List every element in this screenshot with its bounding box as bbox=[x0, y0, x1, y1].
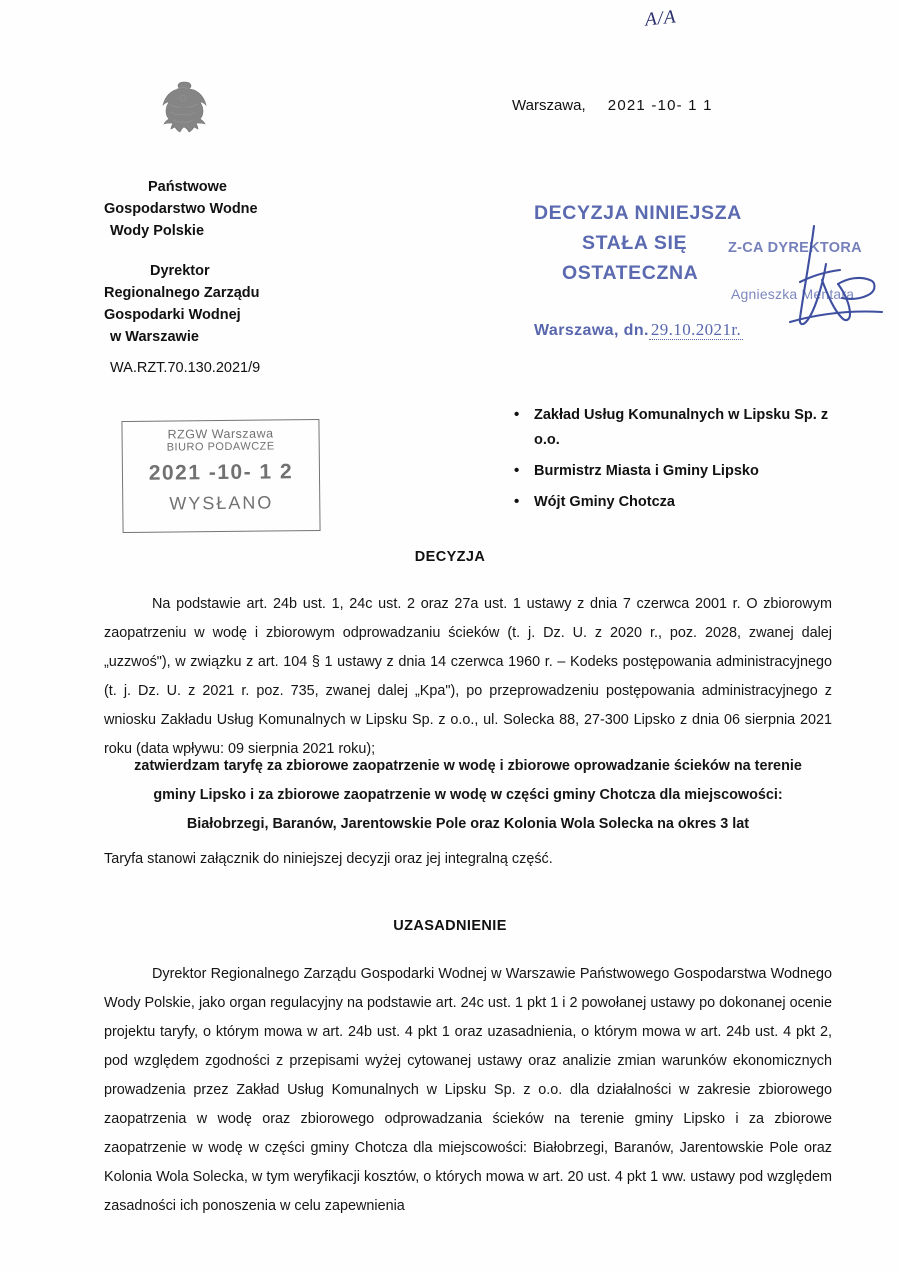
org-line-7: w Warszawie bbox=[110, 329, 199, 345]
polish-eagle-emblem bbox=[155, 78, 211, 140]
org-line-4: Dyrektor bbox=[150, 263, 210, 279]
addressee-list bbox=[512, 403, 852, 521]
org-line-6: Gospodarki Wodnej bbox=[104, 307, 241, 323]
organization-header bbox=[104, 176, 334, 348]
case-number: WA.RZT.70.130.2021/9 bbox=[110, 360, 261, 376]
org-line-1: Państwowe bbox=[148, 179, 227, 195]
stamp-status: WYSŁANO bbox=[169, 492, 274, 514]
heading-justification: UZASADNIENIE bbox=[393, 918, 507, 934]
org-line-2: Gospodarstwo Wodne bbox=[104, 201, 258, 217]
city-label: Warszawa, bbox=[512, 97, 586, 114]
stamp-office-line-2: BIURO PODAWCZE bbox=[166, 440, 275, 454]
handwritten-signature-icon bbox=[770, 218, 900, 338]
date-value: 2021 -10- 1 1 bbox=[607, 97, 713, 114]
stamp-office-line-1: RZGW Warszawa bbox=[167, 426, 274, 442]
final-decision-stamp-date bbox=[534, 320, 743, 340]
org-line-3: Wody Polskie bbox=[110, 223, 205, 239]
incoming-mail-stamp bbox=[121, 419, 320, 533]
stamp-date: 2021 -10- 1 2 bbox=[148, 460, 294, 485]
paragraph-approval-statement: zatwierdzam taryfę za zbiorowe zaopatrzenie w wodę i zbiorowe oprowadzanie ścieków na terenie gminy Lipsko i za zbiorowe zaopatrzenie w wodę w części gminy Chotcza dla miejscowości: Białobrzegi, Baranów, Jarentowskie Pole oraz Kolonia Wola Solecka na okres 3 lat bbox=[134, 758, 802, 832]
final-stamp-line-2: STAŁA SIĘ bbox=[582, 232, 688, 254]
list-item: • Zakład Usług Komunalnych w Lipsku Sp. z o.o. bbox=[534, 403, 852, 453]
final-stamp-line-1: DECYZJA NINIEJSZA bbox=[534, 202, 742, 224]
list-item: • Burmistrz Miasta i Gminy Lipsko bbox=[534, 459, 852, 484]
paragraph-legal-basis: Na podstawie art. 24b ust. 1, 24c ust. 2 oraz 27a ust. 1 ustawy z dnia 7 czerwca 2001 r. O zbiorowym zaopatrzeniu w wodę i zbiorowym odprowadzaniu ścieków (t. j. Dz. U. z 2020 r., poz. 2028, zwanej dalej „uzzwoś"), w związku z art. 104 § 1 ustawy z dnia 14 czerwca 1960 r. – Kodeks postępowania administracyjnego (t. j. Dz. U. z 2021 r. poz. 735, zwanej dalej „Kpa"), po przeprowadzeniu postępowania administracyjnego z wniosku Zakładu Usług Komunalnych w Lipsku Sp. z o.o., ul. Solecka 88, 27-300 Lipsko z dnia 06 sierpnia 2021 roku (data wpływu: 09 sierpnia 2021 roku); bbox=[104, 596, 832, 757]
final-stamp-date-label: Warszawa, dn. bbox=[534, 322, 649, 339]
final-stamp-date-value: 29.10.2021r. bbox=[650, 320, 742, 339]
final-stamp-line-3: OSTATECZNA bbox=[562, 262, 699, 284]
handwritten-aa-mark: A/A bbox=[643, 6, 678, 31]
city-and-date bbox=[512, 97, 713, 114]
paragraph-justification: Dyrektor Regionalnego Zarządu Gospodarki Wodnej w Warszawie Państwowego Gospodarstwa Wodnego Wody Polskie, jako organ regulacyjny na podstawie art. 24c ust. 1 pkt 1 i 2 powołanej ustawy po dokonanej ocenie projektu taryfy, o którym mowa w art. 24b ust. 4 pkt 1 oraz uzasadnienia, o którym mowa w art. 24b ust. 4 pkt 2, pod względem zgodności z przepisami wyżej cytowanej ustawy oraz analizie zmian warunków ekonomicznych prowadzenia przez Zakład Usług Komunalnych w Lipsku Sp. z o.o. dla działalności w zakresie zbiorowego zaopatrzenia w wodę oraz zbiorowego odprowadzania ścieków na terenie gminy Lipsko i za zbiorowe zaopatrzenie w wodę w części gminy Chotcza dla miejscowości: Białobrzegi, Baranów, Jarentowskie Pole oraz Kolonia Wola Solecka, w tym weryfikacji kosztów, o których mowa w art. 20 ust. 4 pkt 1 ww. ustawy pod względem zasadności ich ponoszenia w celu zapewnienia bbox=[104, 966, 832, 1214]
list-item: • Wójt Gminy Chotcza bbox=[534, 490, 852, 515]
signature-title: Z-CA DYREKTORA bbox=[728, 240, 862, 256]
heading-decision: DECYZJA bbox=[414, 549, 486, 565]
signature-name: Agnieszka Mentara bbox=[731, 286, 855, 302]
paragraph-tariff-attachment: Taryfa stanowi załącznik do niniejszej decyzji oraz jej integralną część. bbox=[104, 851, 553, 867]
org-line-5: Regionalnego Zarządu bbox=[104, 285, 260, 301]
final-decision-stamp bbox=[534, 198, 742, 288]
